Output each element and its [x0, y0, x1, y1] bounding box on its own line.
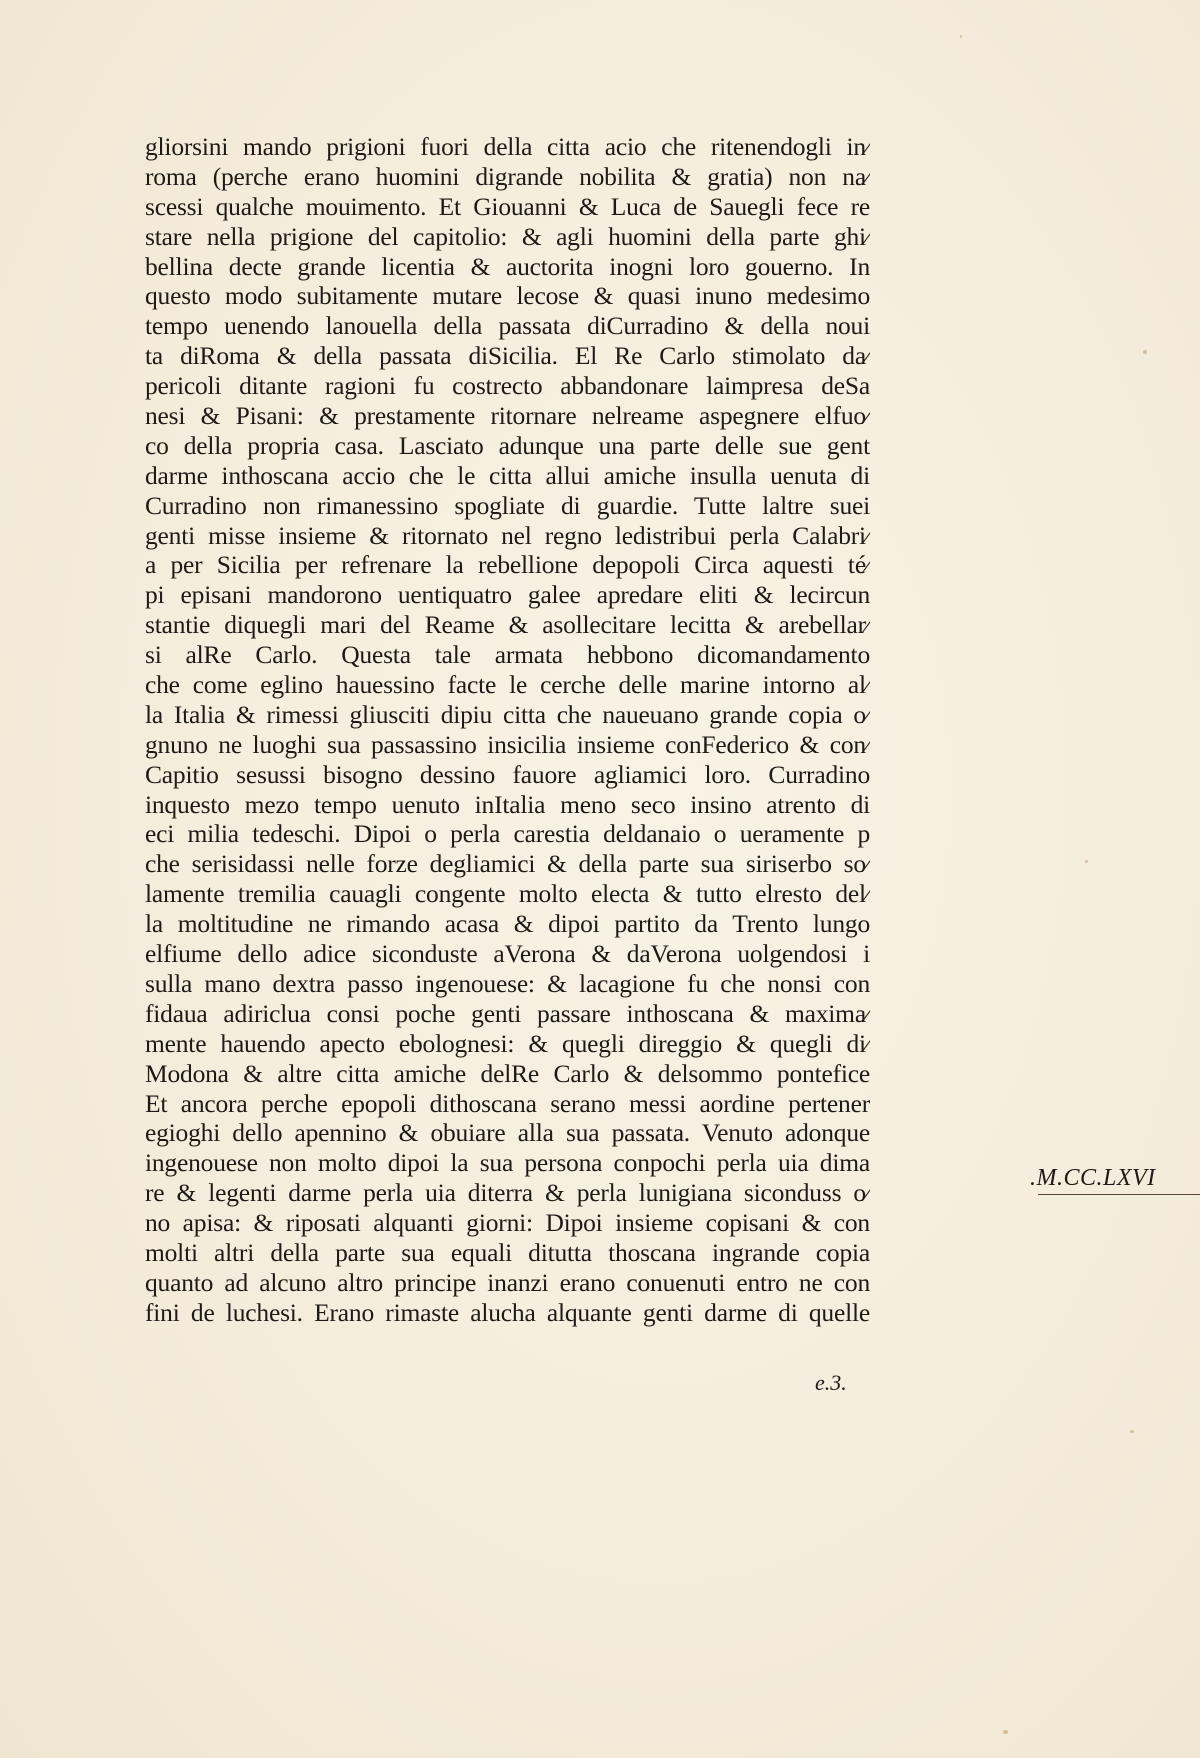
text-line: roma (perche erano huomini digrande nobilita & gratia) non na⁄ [145, 161, 870, 191]
text-line: scessi qualche mouimento. Et Giouanni & Luca de Sauegli fece re [145, 191, 870, 221]
text-line: la moltitudine ne rimando acasa & dipoi partito da Trento lungo [145, 909, 870, 939]
paper-foxing-spot [1085, 860, 1088, 863]
text-line: darme inthoscana accio che le citta allui amiche insulla uenuta di [145, 460, 870, 490]
text-line: stare nella prigione del capitolio: & agli huomini della parte ghi⁄ [145, 221, 870, 251]
text-line: Et ancora perche epopoli dithoscana serano messi aordine pertener [145, 1088, 870, 1118]
text-line: che come eglino hauessino facte le cerche delle marine intorno al⁄ [145, 670, 870, 700]
paper-foxing-spot [1003, 1730, 1008, 1734]
text-line: no apisa: & riposati alquanti giorni: Dipoi insieme copisani & con [145, 1208, 870, 1238]
text-line: co della propria casa. Lasciato adunque una parte delle sue gent [145, 430, 870, 460]
text-line: elfiume dello adice siconduste aVerona & daVerona uolgendosi i [145, 939, 870, 969]
text-line: Curradino non rimanessino spogliate di guardie. Tutte laltre suei [145, 490, 870, 520]
text-line: pi episani mandorono uentiquatro galee apredare eliti & lecircun [145, 580, 870, 610]
text-line: mente hauendo apecto ebolognesi: & quegli direggio & quegli di⁄ [145, 1028, 870, 1058]
text-line: bellina decte grande licentia & auctorita inogni loro gouerno. In [145, 251, 870, 281]
text-line: quanto ad alcuno altro principe inanzi erano conuenuti entro ne con [145, 1267, 870, 1297]
text-line: egioghi dello apennino & obuiare alla sua passata. Venuto adonque [145, 1118, 870, 1148]
margin-note-underline [1038, 1194, 1200, 1195]
text-line: lamente tremilia cauagli congente molto electa & tutto elresto del⁄ [145, 879, 870, 909]
text-line: pericoli ditante ragioni fu costrecto abbandonare laimpresa deSa [145, 371, 870, 401]
text-line: gliorsini mando prigioni fuori della citta acio che ritenendogli in⁄ [145, 132, 870, 161]
paper-foxing-spot [960, 35, 962, 38]
paper-foxing-spot [1143, 350, 1147, 354]
text-line: che serisidassi nelle forze degliamici & della parte sua siriserbo so⁄ [145, 849, 870, 879]
text-line: molti altri della parte sua equali ditutta thoscana ingrande copia [145, 1237, 870, 1267]
signature-mark: e.3. [815, 1370, 847, 1395]
text-line: ta diRoma & della passata diSicilia. El Re Carlo stimolato da⁄ [145, 341, 870, 371]
text-line: genti misse insieme & ritornato nel regno ledistribui perla Calabri⁄ [145, 520, 870, 550]
text-line: inquesto mezo tempo uenuto inItalia meno seco insino atrento di [145, 789, 870, 819]
text-line: questo modo subitamente mutare lecose & quasi inuno medesimo [145, 281, 870, 311]
text-line: eci milia tedeschi. Dipoi o perla carestia deldanaio o ueramente p [145, 819, 870, 849]
text-line: tempo uenendo lanouella della passata diCurradino & della noui [145, 311, 870, 341]
text-line: a per Sicilia per refrenare la rebellione depopoli Circa aquesti té⁄ [145, 550, 870, 580]
text-line: re & legenti darme perla uia diterra & perla lunigiana siconduss o⁄ [145, 1178, 870, 1208]
margin-note-date: .M.CC.LXVI [1030, 1165, 1156, 1191]
text-line: gnuno ne luoghi sua passassino insicilia insieme conFederico & con⁄ [145, 729, 870, 759]
text-line: fidaua adiriclua consi poche genti passare inthoscana & maxima⁄ [145, 998, 870, 1028]
text-line: sulla mano dextra passo ingenouese: & lacagione fu che nonsi con [145, 968, 870, 998]
body-text [145, 132, 870, 1328]
text-line: si alRe Carlo. Questa tale armata hebbono dicomandamento [145, 640, 870, 670]
text-line: ingenouese non molto dipoi la sua persona conpochi perla uia dima [145, 1148, 870, 1178]
text-line: stantie diquegli mari del Reame & asollecitare lecitta & arebellar⁄ [145, 610, 870, 640]
text-line: nesi & Pisani: & prestamente ritornare nelreame aspegnere elfuo⁄ [145, 401, 870, 431]
text-line: Modona & altre citta amiche delRe Carlo & delsommo pontefice [145, 1058, 870, 1088]
text-line: la Italia & rimessi gliusciti dipiu citta che naueuano grande copia o⁄ [145, 699, 870, 729]
paper-foxing-spot [1130, 1430, 1134, 1433]
text-line: fini de luchesi. Erano rimaste alucha alquante genti darme di quelle [145, 1297, 870, 1327]
text-line: Capitio sesussi bisogno dessino fauore agliamici loro. Curradino [145, 759, 870, 789]
